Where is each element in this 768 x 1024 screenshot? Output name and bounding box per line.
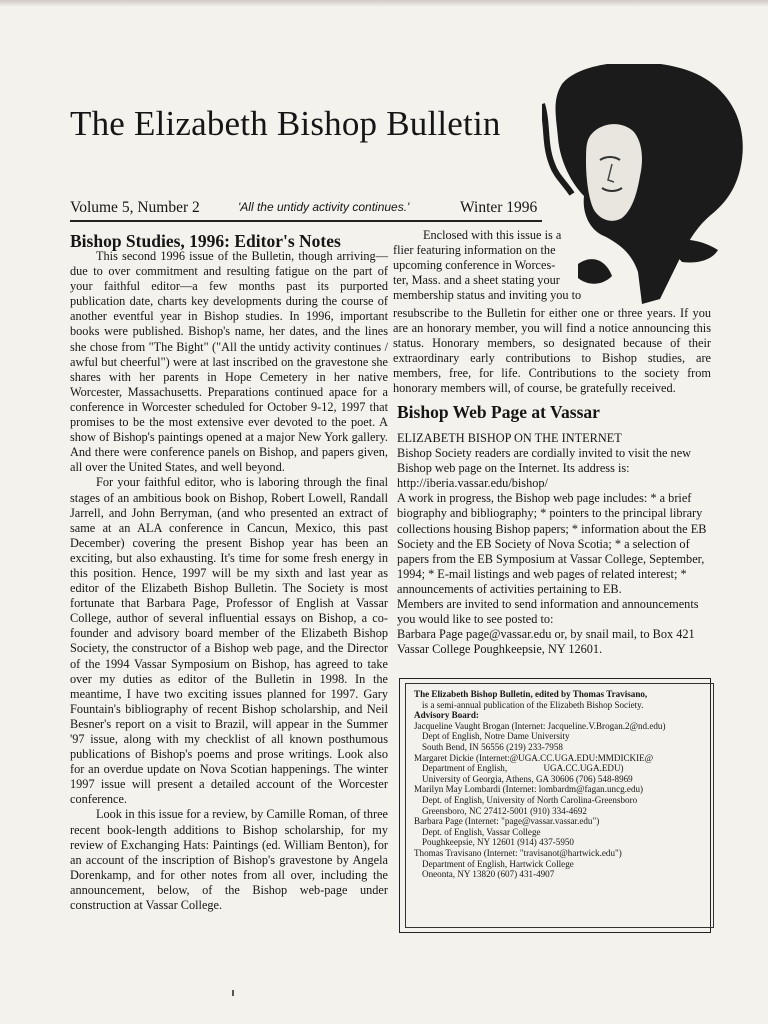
masthead-info-box (399, 678, 711, 933)
bulletin-title: The Elizabeth Bishop Bulletin (70, 104, 501, 143)
masthead-rule (70, 220, 542, 222)
editors-notes-paragraph: Look in this issue for a review, by Camille Roman, of three recent book-length additions to Bishop scholarship, for my review of Exchanging Hats: Paintings (ed. William Benton), for an account of the inscription of Bishop's gravestone by Angela Dorenkamp, and for other notes from all over, including the announcement, below, of the Bishop web-page under construction at Vassar College. (70, 807, 388, 913)
board-member-address: Oneonta, NY 13820 (607) 431-4907 (422, 869, 555, 880)
board-member-name: Margaret Dickie (Internet:@UGA.CC.UGA.EDU:MMDICKIE@ (414, 752, 654, 763)
box-publisher-line: is a semi-annual publication of the Elizabeth Bishop Society. (422, 699, 644, 710)
membership-line: membership status and inviting you to (393, 288, 582, 303)
masthead-info-inner (405, 683, 714, 928)
membership-line: ter, Mass. and a sheet stating your (393, 273, 560, 288)
page-top-edge (0, 0, 768, 7)
board-member-dept: Dept. of English, University of North Carolina-Greensboro (422, 794, 638, 805)
volume-line (70, 199, 545, 217)
board-member-dept: Department of English, Hartwick College (422, 858, 574, 869)
membership-line: Enclosed with this issue is a (423, 228, 562, 242)
membership-notice (393, 228, 709, 303)
board-member-address: Poughkeepsie, NY 12601 (914) 437-5950 (422, 837, 574, 848)
volume-number: Volume 5, Number 2 (70, 199, 200, 216)
board-member-dept: Dept. of English, Vassar College (422, 826, 541, 837)
membership-renewal: resubscribe to the Bulletin for either one or three years. If you are an honorary member, you will find a notice announcing this status. Honorary members, so designated because of their extraordinary early contributions to Bishop studies, are members, free, for life. Contributions to the society from honorary members will, of course, be gratefully received. (393, 306, 711, 396)
web-page-heading: Bishop Web Page at Vassar (397, 402, 600, 422)
board-member-dept: Dept of English, Notre Dame University (422, 731, 570, 742)
board-member-name: Jacqueline Vaught Brogan (Internet: Jacqueline.V.Brogan.2@nd.edu) (414, 720, 666, 731)
advisory-board-label: Advisory Board: (414, 710, 479, 721)
board-member-dept: Department of English, UGA.CC.UGA.EDU) (422, 763, 624, 774)
web-page-contact: Barbara Page page@vassar.edu or, by snail mail, to Box 421 Vassar College Poughkeepsie, NY 12601. (397, 627, 695, 657)
web-page-subhead: ELIZABETH BISHOP ON THE INTERNET (397, 431, 622, 445)
board-member-name: Barbara Page (Internet: "page@vassar.vassar.edu") (414, 816, 600, 827)
scan-mark (232, 990, 234, 996)
editors-notes-heading: Bishop Studies, 1996: Editor's Notes (70, 231, 341, 251)
board-member-address: South Bend, IN 56556 (219) 233-7958 (422, 741, 563, 752)
motto: 'All the untidy activity continues.' (238, 200, 410, 214)
board-member-name: Marilyn May Lombardi (Internet: lombardm@fagan.uncg.edu) (414, 784, 644, 795)
web-page-body (397, 431, 711, 657)
editors-notes-body (70, 249, 388, 913)
board-member-address: University of Georgia, Athens, GA 30606 (706) 548-8969 (422, 773, 633, 784)
board-member-address: Greensboro, NC 27412-5001 (910) 334-4692 (422, 805, 587, 816)
membership-line: upcoming conference in Worces- (393, 258, 556, 273)
editors-notes-paragraph: For your faithful editor, who is laboring through the final stages of an ambitious book on Bishop, Robert Lowell, Randall Jarrell, and John Berryman, (and who presented an extract of same at an ALA conference in Cancun, Mexico, this past December) covering the present Bishop year has been an exciting, but also exhausting. It's time for some fresh energy in this position. Hence, 1997 will be my sixth and last year as editor of the Elizabeth Bishop Bulletin. The Society is most fortunate that Barbara Page, Professor of English at Vassar College, author of several influential essays on Bishop, a co-founder and advisory board member of the Elizabeth Bishop Society, the constructor of a Bishop web page, and the Director of the 1994 Vassar Symposium on Bishop, has agreed to take over my duties as editor of the Bulletin in 1998. In the meantime, I have two exciting issues planned for 1997. Gary Fountain's bibliography of recent Bishop scholarship, and Neil Besner's report on a visit to Brazil, will appear in the Summer '97 issue, along with my checklist of all known posthumous publications of Bishop's poems and prose writings. Look also for an overdue update on Nova Scotian happenings. The winter 1997 issue will present a detailed account of the Worcester conference. (70, 475, 388, 807)
issue-season: Winter 1996 (460, 199, 538, 216)
membership-line: flier featuring information on the (393, 243, 556, 258)
web-page-invite: Members are invited to send information and announcements you would like to see posted to: (397, 597, 699, 627)
web-page-url[interactable]: http://iberia.vassar.edu/bishop/ (397, 476, 548, 491)
web-page-intro: Bishop Society readers are cordially invited to visit the new Bishop web page on the Internet. Its address is: (397, 446, 692, 476)
web-page-features: A work in progress, the Bishop web page includes: * a brief biography and bibliography; * pointers to the principal library collections housing Bishop papers; * information about the EB Society and the EB Society of Nova Scotia; * a selection of papers from the EB Symposium at Vassar College, September, 1994; * E-mail listings and web pages of related interest; * announcements of activities pertaining to EB. (397, 491, 707, 596)
box-editor-line: The Elizabeth Bishop Bulletin, edited by Thomas Travisano, (414, 689, 648, 699)
editors-notes-paragraph: This second 1996 issue of the Bulletin, though arriving— due to over commitment and resulting fatigue on the part of your faithful editor—a few months past its purported publication date, charts key developments during the course of another eventful year in Bishop studies. In 1996, important books were published. Bishop's name, her dates, and the lines she chose from "The Bight" ("All the untidy activity continues / awful but cheerful") were at last inscribed on the gravestone she shares with her parents in Hope Cemetery in her native Worcester, Massachusetts. Preparations continued apace for a conference in Worcester scheduled for October 9-12, 1997 that promises to be the most extensive ever devoted to the poet. A show of Bishop's paintings opened at a major New York gallery. And there were conference panels on Bishop, and papers given, all over the United States, and well beyond. (70, 249, 388, 475)
board-member-name: Thomas Travisano (Internet: "travisanot@hartwick.edu") (414, 847, 622, 858)
